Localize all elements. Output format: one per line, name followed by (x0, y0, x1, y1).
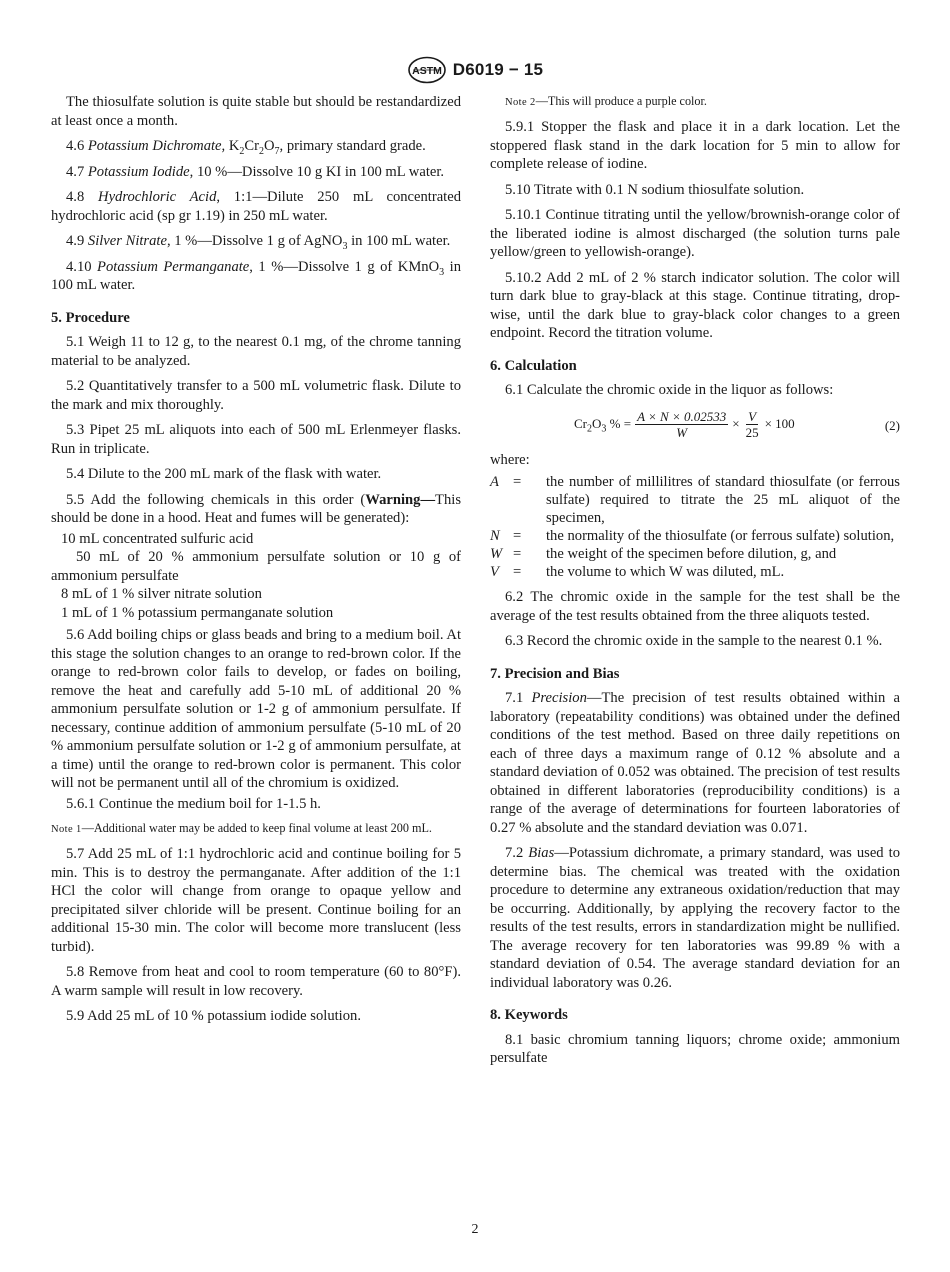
section-7-2: 7.2 Bias—Potassium dichromate, a primary standard, was used to determine bias. The chemical was treated with the oxidation procedure to determine any extraneous oxidation/reduction that may be occurring. Additionally, by applying the recovery factor to the results of the test results, errors in standardization might be nullified. The average recovery for ten laboratories was 99.89 % with a standard deviation of 0.54. The average standard deviation for an individual laboratory was 0.26. (490, 845, 901, 991)
equation-2 (490, 407, 900, 443)
section-6-2: 6.2 The chromic oxide in the sample for the test shall be the average of the test results obtained from the three aliquots tested. (490, 589, 900, 624)
page-number: 2 (471, 1222, 479, 1237)
fraction-1: $\frac{A \times N \times 0.02533}{W}$ (637, 408, 727, 440)
standard-designation: D6019 − 15 (452, 60, 544, 79)
note-1: Note 1—Additional water may be added to keep final volume at least 200 mL. (51, 821, 432, 835)
heading-procedure: 5. Procedure (51, 309, 130, 326)
section-5-10-2: 5.10.2 Add 2 mL of 2 % starch indicator solution. The color will turn dark blue to gray-black at this stage. Continue titrating, drop-wise, until the dark blue to gray-black color changes to a green endpoint. Record the titration volume. (490, 269, 900, 341)
variable-definitions (490, 473, 900, 581)
chemical-list-item: 8 mL of 1 % silver nitrate solution (61, 586, 262, 602)
equation-body (574, 409, 795, 440)
paragraph-thiosulfate-stability: The thiosulfate solution is quite stable but should be restandardized at least once a month. (51, 94, 461, 129)
section-5-9: 5.9 Add 25 mL of 10 % potassium iodide solution. (66, 1008, 361, 1024)
section-5-6-1: 5.6.1 Continue the medium boil for 1-1.5 h. (66, 795, 321, 812)
heading-precision-bias: 7. Precision and Bias (490, 665, 620, 682)
equation-number: (2) (884, 417, 900, 433)
section-7-1: 7.1 Precision—The precision of test results obtained within a laboratory (repeatability conditions) was obtained under the defined conditions of the test method. Based on three daily repetitions on each of three days a maximum range of 0.12 % absolute and a standard deviation of 0.052 was obtained. The precision of test results obtained in different laboratories (reproducibility conditions) is a range of the average of determinations for fourteen laboratories of 0.27 % absolute and the standard deviation was 0.071. (490, 690, 900, 836)
definition-row: W = the weight of the specimen before dilution, g, and (490, 546, 837, 562)
section-4-7: 4.7 Potassium Iodide, 10 %—Dissolve 10 g KI in 100 mL water. (66, 163, 445, 180)
section-5-9-1: 5.9.1 Stopper the flask and place it in a dark location. Let the stoppered flask stand in the dark location for 5 min to allow for complete release of iodine. (490, 119, 900, 172)
section-4-9: 4.9 Silver Nitrate, 1 %—Dissolve 1 g of AgNO$_3$ in 100 mL water. (66, 233, 451, 252)
note-2: Note 2—This will produce a purple color. (505, 94, 707, 108)
heading-keywords: 8. Keywords (490, 1007, 568, 1023)
section-4-10: 4.10 Potassium Permanganate, 1 %—Dissolve 1 g of KMnO$_3$ in 100 mL water. (51, 258, 462, 293)
section-5-1: 5.1 Weigh 11 to 12 g, to the nearest 0.1 mg, of the chrome tanning material to be analyzed. (51, 334, 461, 369)
astm-logo-icon (407, 56, 447, 84)
section-5-7: 5.7 Add 25 mL of 1:1 hydrochloric acid and continue boiling for 5 min. This is to destroy the permanganate. After addition of the 1:1 HCl the color will change from orange to opaque yellow and precipitated silver chloride will be present. Continue boiling for an additional 15-30 min. The color will become more translucent (less turbid). (51, 846, 461, 955)
left-column (51, 93, 461, 1033)
section-5-8: 5.8 Remove from heat and cool to room temperature (60 to 80°F). A warm sample will result in low recovery. (51, 964, 461, 999)
section-5-10: 5.10 Titrate with 0.1 N sodium thiosulfate solution. (505, 181, 805, 198)
fraction-2: $\frac{V}{25}$ (745, 408, 759, 440)
section-6-1: 6.1 Calculate the chromic oxide in the liquor as follows: (505, 382, 834, 398)
where-label: where: (490, 451, 530, 468)
section-5-3: 5.3 Pipet 25 mL aliquots into each of 500 mL Erlenmeyer flasks. Run in triplicate. (51, 422, 461, 457)
chemical-list-item: 10 mL concentrated sulfuric acid (61, 530, 254, 547)
section-5-10-1: 5.10.1 Continue titrating until the yellow/brownish-orange color of the liberated iodine is almost discharged (the solution turns pale yellow/green to yellowish-orange). (490, 207, 900, 260)
section-5-2: 5.2 Quantitatively transfer to a 500 mL volumetric flask. Dilute to the mark and mix thoroughly. (51, 378, 461, 413)
times-sign: × (732, 415, 740, 431)
section-8-1: 8.1 basic chromium tanning liquors; chrome oxide; ammonium persulfate (490, 1031, 900, 1066)
definition-row: V = the volume to which W was diluted, mL. (490, 564, 785, 580)
page-header (0, 56, 950, 84)
chemical-list-item: 50 mL of 20 % ammonium persulfate solution or 10 g of ammonium persulfate (51, 549, 461, 584)
svg-text:ASTM: ASTM (411, 65, 442, 77)
heading-calculation: 6. Calculation (490, 357, 577, 374)
section-6-3: 6.3 Record the chromic oxide in the sample to the nearest 0.1 %. (505, 633, 883, 649)
definition-row: A = the number of millilitres of standard thiosulfate (or ferrous sulfate) required to titrate the 25 mL aliquot of the specimen, (490, 474, 900, 526)
section-4-8: 4.8 Hydrochloric Acid, 1:1—Dilute 250 mL concentrated hydrochloric acid (sp gr 1.19) in 250 mL water. (51, 189, 462, 224)
chemical-list-item: 1 mL of 1 % potassium permanganate solution (61, 604, 334, 621)
section-5-4: 5.4 Dilute to the 200 mL mark of the flask with water. (66, 466, 382, 482)
section-4-6: 4.6 Potassium Dichromate, $K_2Cr_2O_7$, primary standard grade. (66, 138, 426, 157)
right-column (490, 93, 900, 1075)
definition-row: N = the normality of the thiosulfate (or ferrous sulfate) solution, (490, 528, 895, 544)
equation-lhs: $Cr_2O_3$ % = (574, 415, 632, 435)
section-5-6: 5.6 Add boiling chips or glass beads and bring to a medium boil. At this stage the solution changes to an orange to red-brown color. If the orange to red-brown color fails to develop, or fades on boiling, remove the heat and carefully add 5-10 mL of additional 20 % ammonium persulfate solution or 1-2 g of ammonium persulfate. If necessary, continue addition of ammonium persulfate (5-10 mL of 20 % ammonium persulfate solution or 1-2 g of ammonium persulfate, at a time) until the orange to red-brown color is permanent. This color will not be permanent until all of the chromium is oxidized. (51, 627, 461, 791)
times-100: × 100 (764, 415, 795, 431)
section-5-5: 5.5 Add the following chemicals in this order (Warning—This should be done in a hood. Heat and fumes will be generated): (51, 491, 461, 526)
